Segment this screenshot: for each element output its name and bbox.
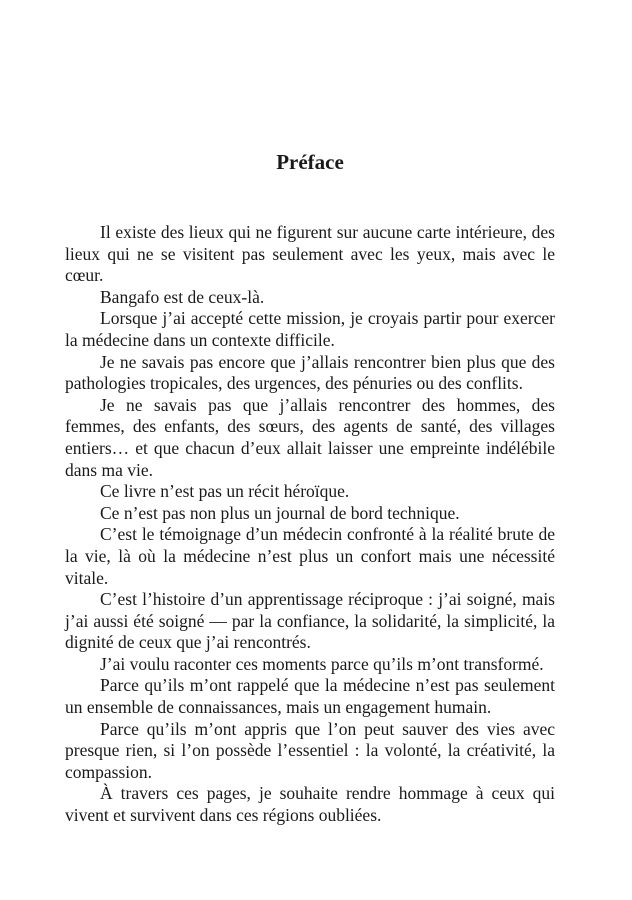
- paragraph: J’ai voulu raconter ces moments parce qu’ils m’ont transformé.: [100, 653, 544, 674]
- paragraph: Parce qu’ils m’ont appris que l’on peut sauver des vies avec presque rien, si l’on possède l’essentiel : la volonté, la créativité, la compassion.: [65, 718, 555, 782]
- paragraph: Je ne savais pas encore que j’allais rencontrer bien plus que des pathologies tropicales, des urgences, des pénuries ou des conflits.: [65, 351, 555, 394]
- paragraph: Je ne savais pas que j’allais rencontrer des hommes, des femmes, des enfants, des sœurs, des agents de santé, des villages entiers… et que chacun d’eux allait laisser une empreinte indélébile dans ma vie.: [65, 394, 555, 480]
- body-text: [65, 222, 555, 827]
- paragraph: Lorsque j’ai accepté cette mission, je croyais partir pour exercer la médecine dans un contexte difficile.: [65, 308, 555, 350]
- page-content: [65, 150, 555, 827]
- paragraph: C’est le témoignage d’un médecin confronté à la réalité brute de la vie, là où la médecine n’est plus un confort mais une nécessité vitale.: [65, 524, 555, 588]
- page-title: Préface: [276, 150, 344, 174]
- paragraph: Bangafo est de ceux-là.: [100, 286, 265, 307]
- paragraph: Il existe des lieux qui ne figurent sur aucune carte intérieure, des lieux qui ne se visitent pas seulement avec les yeux, mais avec le cœur.: [65, 222, 555, 286]
- paragraph: Ce livre n’est pas un récit héroïque.: [100, 481, 350, 502]
- paragraph: À travers ces pages, je souhaite rendre hommage à ceux qui vivent et survivent dans ces régions oubliées.: [65, 783, 555, 826]
- paragraph: Ce n’est pas non plus un journal de bord technique.: [100, 502, 460, 523]
- paragraph: C’est l’histoire d’un apprentissage réciproque : j’ai soigné, mais j’ai aussi été soigné — par la confiance, la solidarité, la simplicité, la dignité de ceux que j’ai rencontrés.: [65, 589, 555, 653]
- paragraph: Parce qu’ils m’ont rappelé que la médecine n’est pas seulement un ensemble de connaissances, mais un engagement humain.: [65, 675, 555, 718]
